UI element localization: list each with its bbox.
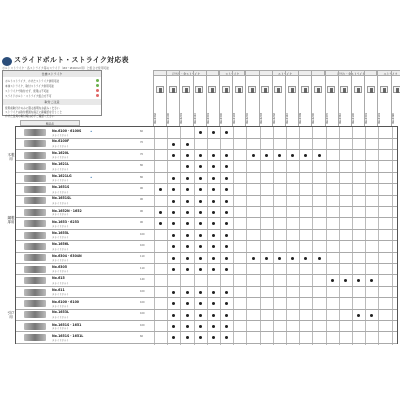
strike-thumbnail-icon bbox=[380, 86, 388, 93]
table-row bbox=[16, 161, 397, 173]
strike-thumbnail-icon bbox=[222, 86, 230, 93]
product-name: No.1651S・1651L bbox=[52, 334, 84, 339]
column-header bbox=[351, 70, 364, 126]
compat-dot-icon bbox=[199, 131, 202, 134]
table-row bbox=[16, 241, 397, 253]
product-name: No.1651S bbox=[52, 185, 70, 189]
size-value: 60 bbox=[140, 335, 144, 339]
column-label: No.6204 bbox=[246, 113, 250, 124]
strike-thumbnail-icon bbox=[288, 86, 296, 93]
brand-logo bbox=[2, 57, 12, 66]
compat-dot-icon bbox=[186, 314, 189, 317]
table-row bbox=[16, 264, 397, 276]
table-row bbox=[16, 230, 397, 242]
product-name: No.6305 bbox=[52, 264, 67, 269]
size-value: 100 bbox=[140, 232, 145, 236]
column-header bbox=[298, 70, 311, 126]
compat-dot-icon bbox=[291, 257, 294, 260]
column-label: No.6202 bbox=[272, 113, 276, 124]
compat-dot-icon bbox=[172, 314, 175, 317]
product-image bbox=[24, 209, 46, 216]
compat-dot-icon bbox=[172, 200, 175, 203]
column-header bbox=[285, 70, 298, 126]
compat-dot-icon bbox=[186, 143, 189, 146]
strike-thumbnail-icon bbox=[354, 86, 362, 93]
product-name: No.1652N・1652 bbox=[52, 208, 82, 213]
column-label: No.6100 bbox=[352, 113, 355, 124]
product-type: スライドボルト bbox=[52, 338, 69, 342]
strike-thumbnail-icon bbox=[261, 86, 269, 93]
column-label: No.6390 bbox=[391, 113, 395, 124]
column-header bbox=[206, 70, 219, 126]
column-header bbox=[232, 70, 245, 126]
compat-dot-icon bbox=[225, 314, 228, 317]
strike-thumbnail-icon bbox=[169, 86, 177, 93]
column-label: No.6301 bbox=[206, 113, 210, 124]
page-title: スライドボルト・ストライク対応表 bbox=[14, 56, 129, 64]
table-row bbox=[16, 207, 397, 219]
product-image bbox=[24, 254, 46, 261]
product-image bbox=[24, 300, 46, 307]
column-header bbox=[272, 70, 285, 126]
compat-dot-icon bbox=[212, 268, 215, 271]
product-name: No.6304・6304N bbox=[52, 254, 82, 259]
size-value: 70 bbox=[140, 141, 144, 145]
column-header bbox=[377, 70, 390, 126]
column-label: No.6201 bbox=[180, 113, 184, 124]
size-value: 100 bbox=[140, 289, 145, 293]
product-name: No.1653・6253 bbox=[52, 220, 79, 225]
strike-thumbnail-icon bbox=[208, 86, 216, 93]
product-type: スライドボルト bbox=[52, 224, 69, 228]
compat-dot-icon bbox=[186, 211, 189, 214]
size-value: 110 bbox=[140, 255, 145, 259]
legend-red-icon bbox=[96, 89, 99, 92]
legend-row: 本体ストライク、取付ストライク併用可能 bbox=[5, 85, 54, 88]
size-value: 110 bbox=[140, 266, 145, 270]
column-label: No.6203 bbox=[259, 113, 263, 124]
page-subtitle: ボルトストライク・各ストライク等のスライド（Ø2〜Ø40mm用）と組合せ使用可能 bbox=[2, 66, 110, 70]
compat-dot-icon bbox=[186, 188, 189, 191]
compat-dot-icon bbox=[186, 268, 189, 271]
product-type: スライドボルト bbox=[52, 156, 69, 160]
size-value: 100 bbox=[140, 244, 145, 247]
product-image bbox=[24, 197, 46, 204]
compat-dot-icon bbox=[186, 325, 189, 328]
product-name: No.1651SL bbox=[52, 196, 72, 201]
column-group-header: エトライク bbox=[377, 70, 400, 76]
group-labels bbox=[3, 121, 13, 400]
compat-dot-icon bbox=[199, 211, 202, 214]
size-value: 80 bbox=[140, 175, 144, 179]
column-label: No.6300 bbox=[220, 113, 223, 124]
compat-dot-icon bbox=[186, 291, 189, 294]
product-type: スライドボルト bbox=[52, 167, 69, 171]
strike-thumbnail-icon bbox=[195, 86, 203, 93]
column-label: No.6340 bbox=[338, 113, 342, 124]
strike-thumbnail-icon bbox=[367, 86, 375, 93]
compat-dot-icon bbox=[199, 325, 202, 328]
group-label: 木製用 bbox=[7, 153, 15, 161]
column-label: No.6103 bbox=[233, 113, 237, 124]
product-type: スライドボルト bbox=[52, 133, 69, 137]
product-image bbox=[24, 175, 46, 182]
compat-dot-icon bbox=[212, 234, 215, 237]
product-name: No.1620L bbox=[52, 150, 69, 155]
compat-dot-icon bbox=[225, 291, 228, 294]
size-value: 90 bbox=[140, 187, 144, 190]
column-header bbox=[153, 70, 166, 126]
product-type: スライドボルト bbox=[52, 270, 69, 274]
compat-dot-icon bbox=[172, 143, 175, 146]
compat-dot-icon bbox=[199, 302, 202, 305]
compat-dot-icon bbox=[212, 211, 215, 214]
product-type: スライドボルト bbox=[52, 327, 69, 331]
legend-row: ボルトストライク、かけたストライク併用可能 bbox=[5, 80, 60, 83]
size-value: 90 bbox=[140, 198, 144, 202]
strike-thumbnail-icon bbox=[182, 86, 190, 93]
strike-thumbnail-icon bbox=[235, 86, 243, 93]
product-image bbox=[24, 129, 46, 136]
product-name: No.1653L bbox=[52, 310, 69, 315]
legend-box bbox=[2, 70, 102, 116]
compat-dot-icon bbox=[278, 257, 281, 260]
compat-dot-icon bbox=[212, 325, 215, 328]
table-row bbox=[16, 332, 397, 344]
table-row bbox=[16, 184, 397, 196]
size-value: 100 bbox=[140, 323, 145, 327]
table-row bbox=[16, 195, 397, 207]
note-row: かけた金具の取付時は必ずご確認ください bbox=[5, 115, 55, 118]
column-header bbox=[219, 70, 232, 126]
column-label: No.6101 bbox=[378, 113, 382, 124]
strike-thumbnail-icon bbox=[248, 86, 256, 93]
product-image bbox=[24, 289, 46, 296]
product-type: スライドボルト bbox=[52, 236, 69, 240]
product-type: スライドボルト bbox=[52, 213, 69, 217]
compat-dot-icon bbox=[199, 257, 202, 260]
compat-dot-icon bbox=[252, 154, 255, 157]
column-header bbox=[325, 70, 338, 126]
product-image bbox=[24, 266, 46, 273]
size-value: 80 bbox=[140, 164, 144, 168]
compat-dot-icon bbox=[199, 234, 202, 237]
notes-heading: 取付ご注意 bbox=[3, 99, 101, 105]
product-image bbox=[24, 220, 46, 227]
table-row bbox=[16, 309, 397, 321]
compat-dot-icon bbox=[186, 257, 189, 260]
table-row bbox=[16, 150, 397, 162]
product-type: スライドボルト bbox=[52, 293, 69, 297]
product-image bbox=[24, 334, 46, 341]
product-type: スライドボルト bbox=[52, 247, 69, 251]
table-row bbox=[16, 252, 397, 264]
compat-dot-icon bbox=[225, 200, 228, 203]
size-value: 100 bbox=[140, 312, 145, 316]
product-image bbox=[24, 232, 46, 239]
product-image bbox=[24, 311, 46, 318]
size-value: 100 bbox=[140, 301, 145, 304]
product-image bbox=[24, 140, 46, 147]
product-name: No.1655L bbox=[52, 230, 69, 235]
group-label: 引戸用 bbox=[7, 311, 15, 319]
product-name: No.6100・6100S bbox=[52, 129, 82, 133]
column-header bbox=[259, 70, 272, 126]
legend-row: ストライクで取付せず、使用は不可能 bbox=[5, 90, 49, 93]
compat-dot-icon bbox=[186, 200, 189, 203]
compat-dot-icon bbox=[199, 154, 202, 157]
table-row bbox=[16, 287, 397, 299]
product-name: No.1621L bbox=[52, 162, 69, 167]
strike-thumbnail-icon bbox=[327, 86, 335, 93]
compat-dot-icon bbox=[225, 257, 228, 260]
spec-mark: • bbox=[90, 174, 93, 180]
compat-dot-icon bbox=[199, 314, 202, 317]
size-value: 60 bbox=[140, 130, 144, 133]
note-row: ストライクは取付範囲を適正に御確認を行うこと bbox=[5, 111, 62, 114]
size-value: 140 bbox=[140, 278, 145, 282]
product-type: スライドボルト bbox=[52, 201, 69, 205]
product-type: スライドボルト bbox=[52, 179, 69, 183]
column-header bbox=[311, 70, 324, 126]
column-label: No.6410 bbox=[193, 113, 197, 124]
product-image bbox=[24, 186, 46, 193]
column-header bbox=[338, 70, 351, 126]
compat-dot-icon bbox=[212, 314, 215, 317]
legend-heading: 仕様ストライク bbox=[3, 71, 101, 77]
product-type: スライドボルト bbox=[52, 190, 69, 194]
compat-dot-icon bbox=[212, 177, 215, 180]
product-image bbox=[24, 277, 46, 284]
compat-dot-icon bbox=[212, 257, 215, 260]
compat-dot-icon bbox=[212, 154, 215, 157]
legend-row: スライドボルト・ストライク組合せ不可 bbox=[5, 95, 52, 98]
column-group-header: ストライク bbox=[219, 70, 245, 76]
product-type: スライドボルト bbox=[52, 258, 69, 262]
product-name: No.6100F bbox=[52, 139, 70, 144]
product-image bbox=[24, 152, 46, 159]
size-value: 90 bbox=[140, 221, 144, 225]
compat-dot-icon bbox=[186, 177, 189, 180]
column-header bbox=[166, 70, 179, 126]
strike-thumbnail-icon bbox=[274, 86, 282, 93]
compatibility-table bbox=[15, 126, 398, 344]
size-value: 90 bbox=[140, 209, 144, 213]
column-label: No.6200 bbox=[312, 113, 316, 124]
column-group-header: エトライク bbox=[245, 70, 324, 76]
legend-green-icon bbox=[96, 84, 99, 87]
product-type: スライドボルト bbox=[52, 281, 69, 285]
table-row bbox=[16, 173, 397, 185]
column-label: No.6302 bbox=[154, 113, 157, 124]
strike-thumbnail-icon bbox=[340, 86, 348, 93]
column-header bbox=[193, 70, 206, 126]
product-name: No.1651S・1651 bbox=[52, 322, 82, 327]
note-row: 使用前取付けのみに限る説明をお読みください bbox=[5, 107, 60, 110]
product-image bbox=[24, 323, 46, 330]
compat-dot-icon bbox=[199, 291, 202, 294]
table-row bbox=[16, 218, 397, 230]
column-header bbox=[179, 70, 192, 126]
compat-dot-icon bbox=[199, 268, 202, 271]
product-type: スライドボルト bbox=[52, 315, 69, 319]
compat-dot-icon bbox=[212, 291, 215, 294]
column-label: No.6301 bbox=[365, 113, 369, 124]
product-name: No.615 bbox=[52, 276, 65, 281]
compat-dot-icon bbox=[225, 177, 228, 180]
product-name: No.1621LG bbox=[52, 173, 72, 178]
column-group-header: 戸当り・金ストライク bbox=[325, 70, 378, 76]
strike-thumbnail-icon bbox=[156, 86, 164, 93]
column-header bbox=[245, 70, 258, 126]
compat-dot-icon bbox=[186, 234, 189, 237]
legend-red-icon bbox=[96, 94, 99, 97]
compat-dot-icon bbox=[265, 154, 268, 157]
product-column-header: 製品名 bbox=[20, 120, 80, 126]
compat-dot-icon bbox=[278, 154, 281, 157]
compat-dot-icon bbox=[304, 257, 307, 260]
compat-dot-icon bbox=[252, 257, 255, 260]
product-name: No.6100・6100 bbox=[52, 300, 79, 304]
size-value: 70 bbox=[140, 152, 144, 156]
product-type: スライドボルト bbox=[52, 304, 69, 308]
compat-dot-icon bbox=[199, 177, 202, 180]
product-name: No.611 bbox=[52, 287, 65, 292]
product-image bbox=[24, 163, 46, 170]
compat-dot-icon bbox=[199, 200, 202, 203]
group-label: 鋼製扉用 bbox=[7, 216, 15, 224]
compat-dot-icon bbox=[172, 257, 175, 260]
table-row bbox=[16, 138, 397, 150]
strike-thumbnail-icon bbox=[393, 86, 400, 93]
legend-green-icon bbox=[96, 79, 99, 82]
product-image bbox=[24, 243, 46, 250]
compat-dot-icon bbox=[318, 154, 321, 157]
compat-dot-icon bbox=[186, 154, 189, 157]
compat-dot-icon bbox=[370, 314, 373, 317]
compat-dot-icon bbox=[212, 200, 215, 203]
compat-dot-icon bbox=[186, 245, 189, 248]
column-header bbox=[391, 70, 400, 126]
compat-dot-icon bbox=[186, 302, 189, 305]
table-row bbox=[16, 321, 397, 333]
compat-dot-icon bbox=[199, 245, 202, 248]
column-header bbox=[364, 70, 377, 126]
strike-thumbnail-icon bbox=[301, 86, 309, 93]
column-label: No.6370 bbox=[325, 113, 329, 124]
strike-thumbnail-icon bbox=[314, 86, 322, 93]
compat-dot-icon bbox=[265, 257, 268, 260]
compat-dot-icon bbox=[318, 257, 321, 260]
table-row bbox=[16, 298, 397, 310]
column-label: No.6309 bbox=[299, 113, 303, 124]
compat-dot-icon bbox=[357, 314, 360, 317]
spec-mark: • bbox=[90, 129, 93, 134]
product-type: スライドボルト bbox=[52, 144, 69, 148]
table-row bbox=[16, 275, 397, 287]
compat-dot-icon bbox=[199, 188, 202, 191]
product-name: No.1656L bbox=[52, 242, 69, 246]
table-row bbox=[16, 127, 397, 139]
column-label: No.6110 bbox=[286, 113, 289, 124]
compat-dot-icon bbox=[225, 234, 228, 237]
column-label: No.6400 bbox=[167, 113, 171, 124]
column-group-header: 戸当り・金ストライク bbox=[153, 70, 219, 76]
